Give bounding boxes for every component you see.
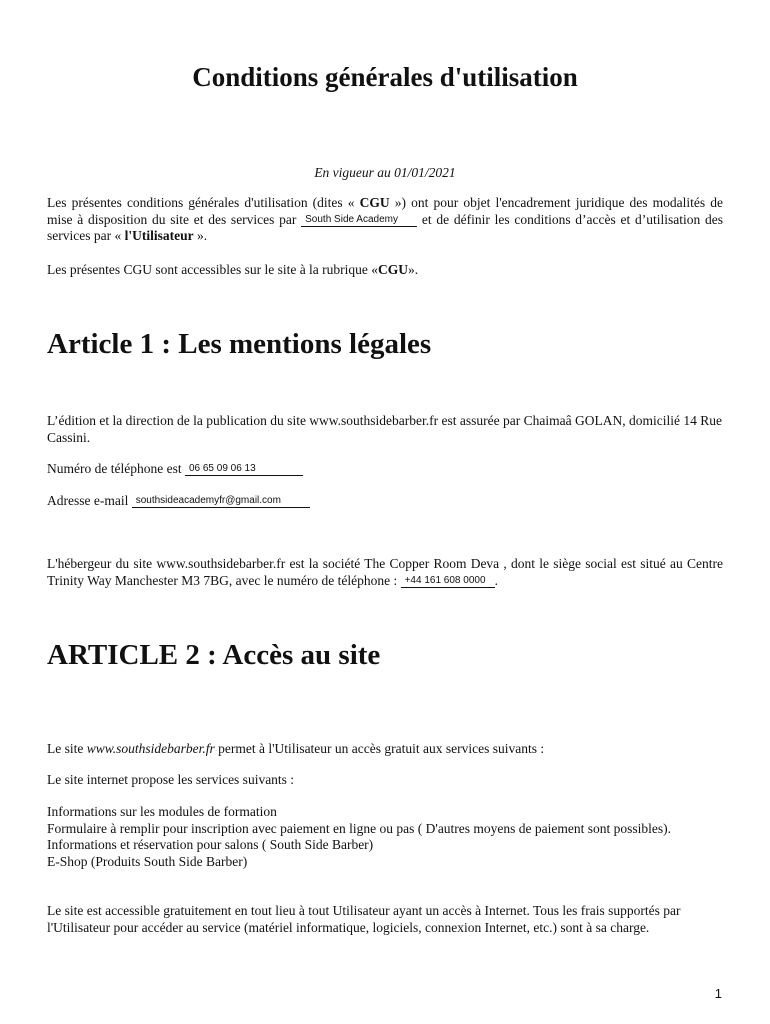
effective-date: En vigueur au 01/01/2021 bbox=[314, 165, 456, 180]
host-phone-field: +44 161 608 0000 bbox=[401, 575, 495, 588]
email-field: southsideacademyfr@gmail.com bbox=[132, 495, 310, 508]
cgu-access-text-2: ». bbox=[408, 262, 419, 277]
phone-line bbox=[47, 461, 723, 478]
intro-text-4: ». bbox=[193, 228, 208, 243]
host-paragraph bbox=[47, 556, 723, 589]
article-1-heading: Article 1 : Les mentions légales bbox=[47, 328, 432, 360]
intro-text-3: et de définir les conditions d’accès et d’utilisation des services par « bbox=[47, 211, 723, 243]
access-intro-suffix: permet à l'Utilisateur un accès gratuit aux services suivants : bbox=[214, 741, 545, 756]
service-item: Informations et réservation pour salons ( South Side Barber) bbox=[47, 837, 374, 852]
phone-field: 06 65 09 06 13 bbox=[185, 463, 303, 476]
intro-text-2: ») ont pour objet l'encadrement juridique des modalités de mise à disposition du site et des services par bbox=[47, 195, 724, 227]
article-2-heading: ARTICLE 2 : Accès au site bbox=[47, 639, 381, 671]
service-item: E-Shop (Produits South Side Barber) bbox=[47, 853, 248, 869]
page-title: Conditions générales d'utilisation bbox=[192, 62, 578, 92]
services-list bbox=[47, 804, 723, 870]
intro-text-1: Les présentes conditions générales d'utilisation (dites « bbox=[47, 195, 360, 210]
email-line bbox=[47, 493, 723, 510]
page-number: 1 bbox=[714, 986, 722, 1001]
cgu-access-paragraph bbox=[47, 262, 723, 279]
host-end: . bbox=[494, 572, 498, 588]
access-intro-line bbox=[47, 741, 723, 758]
intro-user-bold: l'Utilisateur bbox=[124, 228, 194, 243]
phone-label: Numéro de téléphone est bbox=[47, 461, 185, 476]
access-paragraph: Le site est accessible gratuitement en tout lieu à tout Utilisateur ayant un accès à Internet. Tous les frais supportés par l'Utilisateur pour accéder au service (matériel informatique, logiciels, connexion Internet, etc.) sont à sa charge. bbox=[47, 903, 681, 935]
company-name-field: South Side Academy bbox=[301, 214, 417, 227]
service-item: Informations sur les modules de formation bbox=[47, 804, 277, 819]
email-label: Adresse e-mail bbox=[47, 493, 132, 508]
intro-cgu-bold: CGU bbox=[359, 195, 390, 210]
services-intro-line: Le site internet propose les services suivants : bbox=[47, 772, 295, 787]
host-text: L'hébergeur du site www.southsidebarber.fr est la société The Copper Room Deva , dont le siège social est situé au Centre Trinity Way Manchester M3 7BG, avec le numéro de téléphone : bbox=[47, 556, 723, 588]
cgu-access-bold: CGU bbox=[378, 262, 409, 277]
service-item: Formulaire à remplir pour inscription avec paiement en ligne ou pas ( D'autres moyens de paiement sont possibles). bbox=[47, 820, 672, 836]
site-url-italic: www.southsidebarber.fr bbox=[86, 741, 215, 756]
cgu-access-text-1: Les présentes CGU sont accessibles sur le site à la rubrique « bbox=[47, 262, 379, 277]
intro-paragraph bbox=[47, 195, 723, 245]
access-intro-prefix: Le site bbox=[47, 741, 87, 756]
edition-paragraph: L’édition et la direction de la publication du site www.southsidebarber.fr est assurée par Chaimaâ GOLAN, domicilié 14 Rue Cassini. bbox=[47, 413, 722, 445]
